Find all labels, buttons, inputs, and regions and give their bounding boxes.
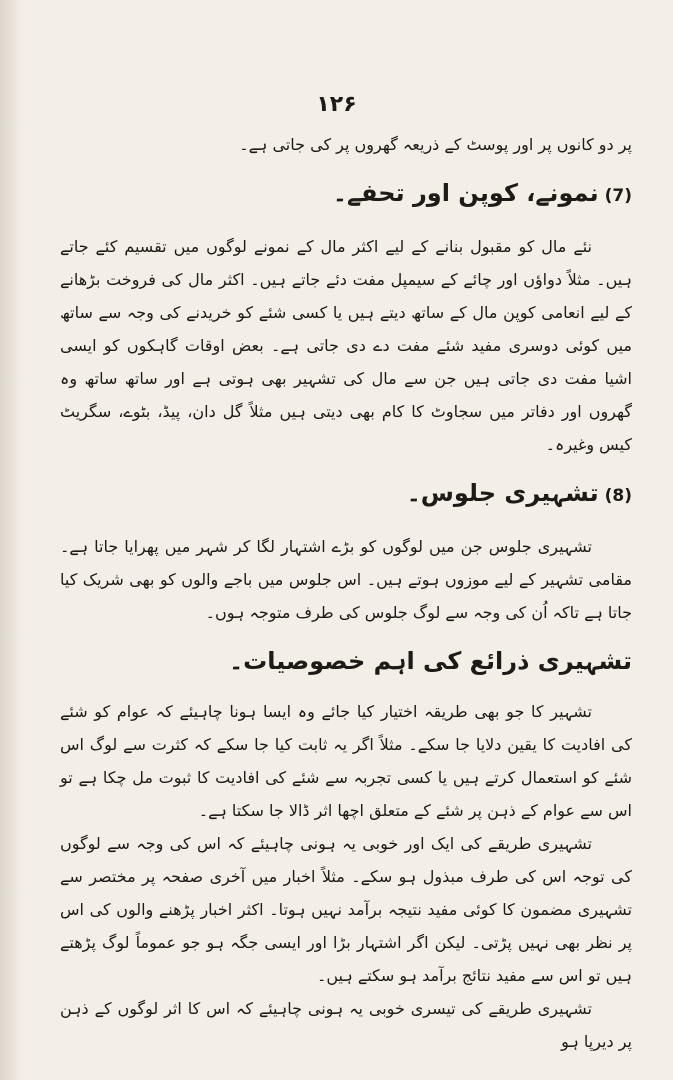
section-heading-text: تشہیری جلوس۔ [406, 479, 599, 507]
section-number: (8) [604, 486, 632, 506]
section-number: (7) [604, 186, 632, 206]
section-heading [60, 473, 632, 516]
section-heading [60, 641, 632, 681]
section-heading [60, 173, 632, 216]
page-number: ۱۲۶ [316, 92, 357, 117]
paragraph: تشہیری جلوس جن میں لوگوں کو بڑے اشتہار لگا کر شہر میں پھرایا جاتا ہے۔ مقامی تشہیر کے لیے موزوں ہوتے ہیں۔ اس جلوس میں باجے والوں کو بھی شریک کیا جاتا ہے تاکہ اُن کی وجہ سے لوگ جلوس کی طرف متوجہ ہوں۔ [60, 537, 632, 622]
section-heading-text: تشہیری ذرائع کی اہم خصوصیات۔ [229, 647, 632, 675]
paragraph: تشہیری طریقے کی تیسری خوبی یہ ہونی چاہیئے کہ اس کا اثر لوگوں کے ذہن پر دیرپا ہو [60, 999, 632, 1051]
paragraph: نئے مال کو مقبول بنانے کے لیے اکثر مال کے نمونے لوگوں میں تقسیم کئے جاتے ہیں۔ مثلاً دواؤں اور چائے کے سیمپل مفت دئے جاتے ہیں۔ اکثر مال کی فروخت بڑھانے کے لیے انعامی کوپن مال کے ساتھ دیتے ہیں یا کسی شئے کو خریدنے کی وجہ سے ساتھ میں کوئی دوسری مفید شئے مفت دے دی جاتی ہے۔ بعض اوقات گاہکوں کو ایسی اشیا مفت دی جاتی ہیں جن سے مال کی تشہیر بھی ہوتی ہے اور ساتھ ساتھ وہ گھروں اور دفاتر میں سجاوٹ کا کام بھی دیتی ہیں مثلاً گل دان، پیڈ، بٹوے، سگریٹ کیس وغیرہ۔ [60, 237, 632, 454]
paragraph: پر دو کانوں پر اور پوسٹ کے ذریعہ گھروں پر کی جاتی ہے۔ [239, 135, 632, 154]
paragraph: تشہیری طریقے کی ایک اور خوبی یہ ہونی چاہیئے کہ اس کی وجہ سے لوگوں کی توجہ اس کی طرف مبذول ہو سکے۔ مثلاً اخبار میں آخری صفحہ پر مختصر سے تشہیری مضمون کا کوئی مفید نتیجہ برآمد نہیں ہوتا۔ اکثر اخبار پڑھنے والوں کی اس پر نظر بھی نہیں پڑتی۔ لیکن اگر اشتہار بڑا اور ایسی جگہ ہو جو عموماً لوگ پڑھتے ہیں تو اس سے مفید نتائج برآمد ہو سکتے ہیں۔ [60, 834, 632, 985]
section-heading-text: نمونے، کوپن اور تحفے۔ [332, 179, 599, 207]
page-body [60, 128, 632, 1058]
page-spine-shadow [0, 0, 22, 1080]
paragraph: تشہیر کا جو بھی طریقہ اختیار کیا جائے وہ ایسا ہونا چاہیئے کہ عوام کو شئے کی افادیت کا یقین دلایا جا سکے۔ مثلاً اگر یہ ثابت کیا جا سکے کہ کثرت سے لوگ اس شئے کو استعمال کرتے ہیں یا کسی تجربہ سے شئے کی افادیت کا ثبوت مل چکا ہے تو اس سے عوام کے ذہن پر شئے کے متعلق اچھا اثر ڈالا جا سکتا ہے۔ [60, 702, 632, 820]
